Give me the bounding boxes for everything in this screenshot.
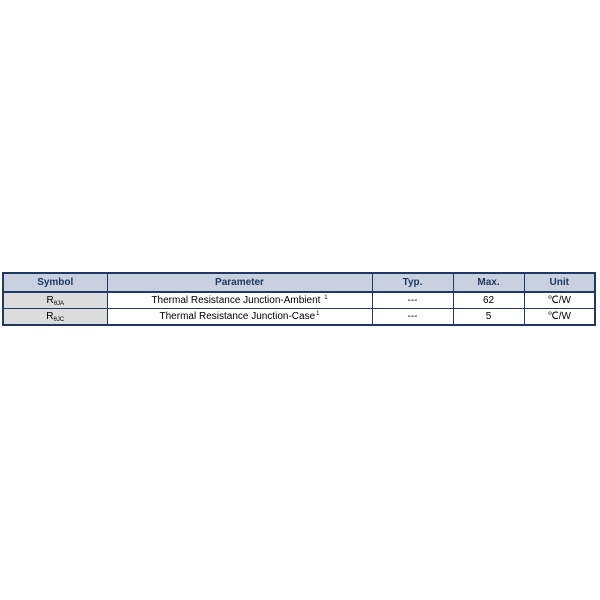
table-row [3, 292, 595, 309]
cell-parameter [107, 309, 372, 326]
cell-max: 5 [453, 309, 524, 326]
cell-typ: --- [372, 292, 453, 309]
header-unit: Unit [524, 273, 595, 292]
parameter-text: Thermal Resistance Junction-Case [159, 311, 316, 322]
cell-parameter [107, 292, 372, 309]
cell-max: 62 [453, 292, 524, 309]
cell-unit: ℃/W [524, 309, 595, 326]
symbol-subscript: θJA [53, 300, 65, 307]
header-symbol: Symbol [3, 273, 107, 292]
table-row [3, 309, 595, 326]
table-header-row [3, 273, 595, 292]
symbol-subscript: θJC [53, 316, 65, 323]
cell-unit: ℃/W [524, 292, 595, 309]
footnote-marker: 1 [324, 295, 328, 301]
parameter-text: Thermal Resistance Junction-Ambient [151, 295, 324, 306]
thermal-characteristics-table [2, 272, 596, 326]
header-max: Max. [453, 273, 524, 292]
header-typ: Typ. [372, 273, 453, 292]
thermal-characteristics-table-container [2, 272, 594, 326]
cell-typ: --- [372, 309, 453, 326]
header-parameter: Parameter [107, 273, 372, 292]
symbol-main: R [46, 294, 54, 306]
footnote-marker: 1 [316, 311, 320, 317]
cell-symbol [3, 309, 107, 326]
symbol-main: R [46, 310, 54, 322]
cell-symbol [3, 292, 107, 309]
